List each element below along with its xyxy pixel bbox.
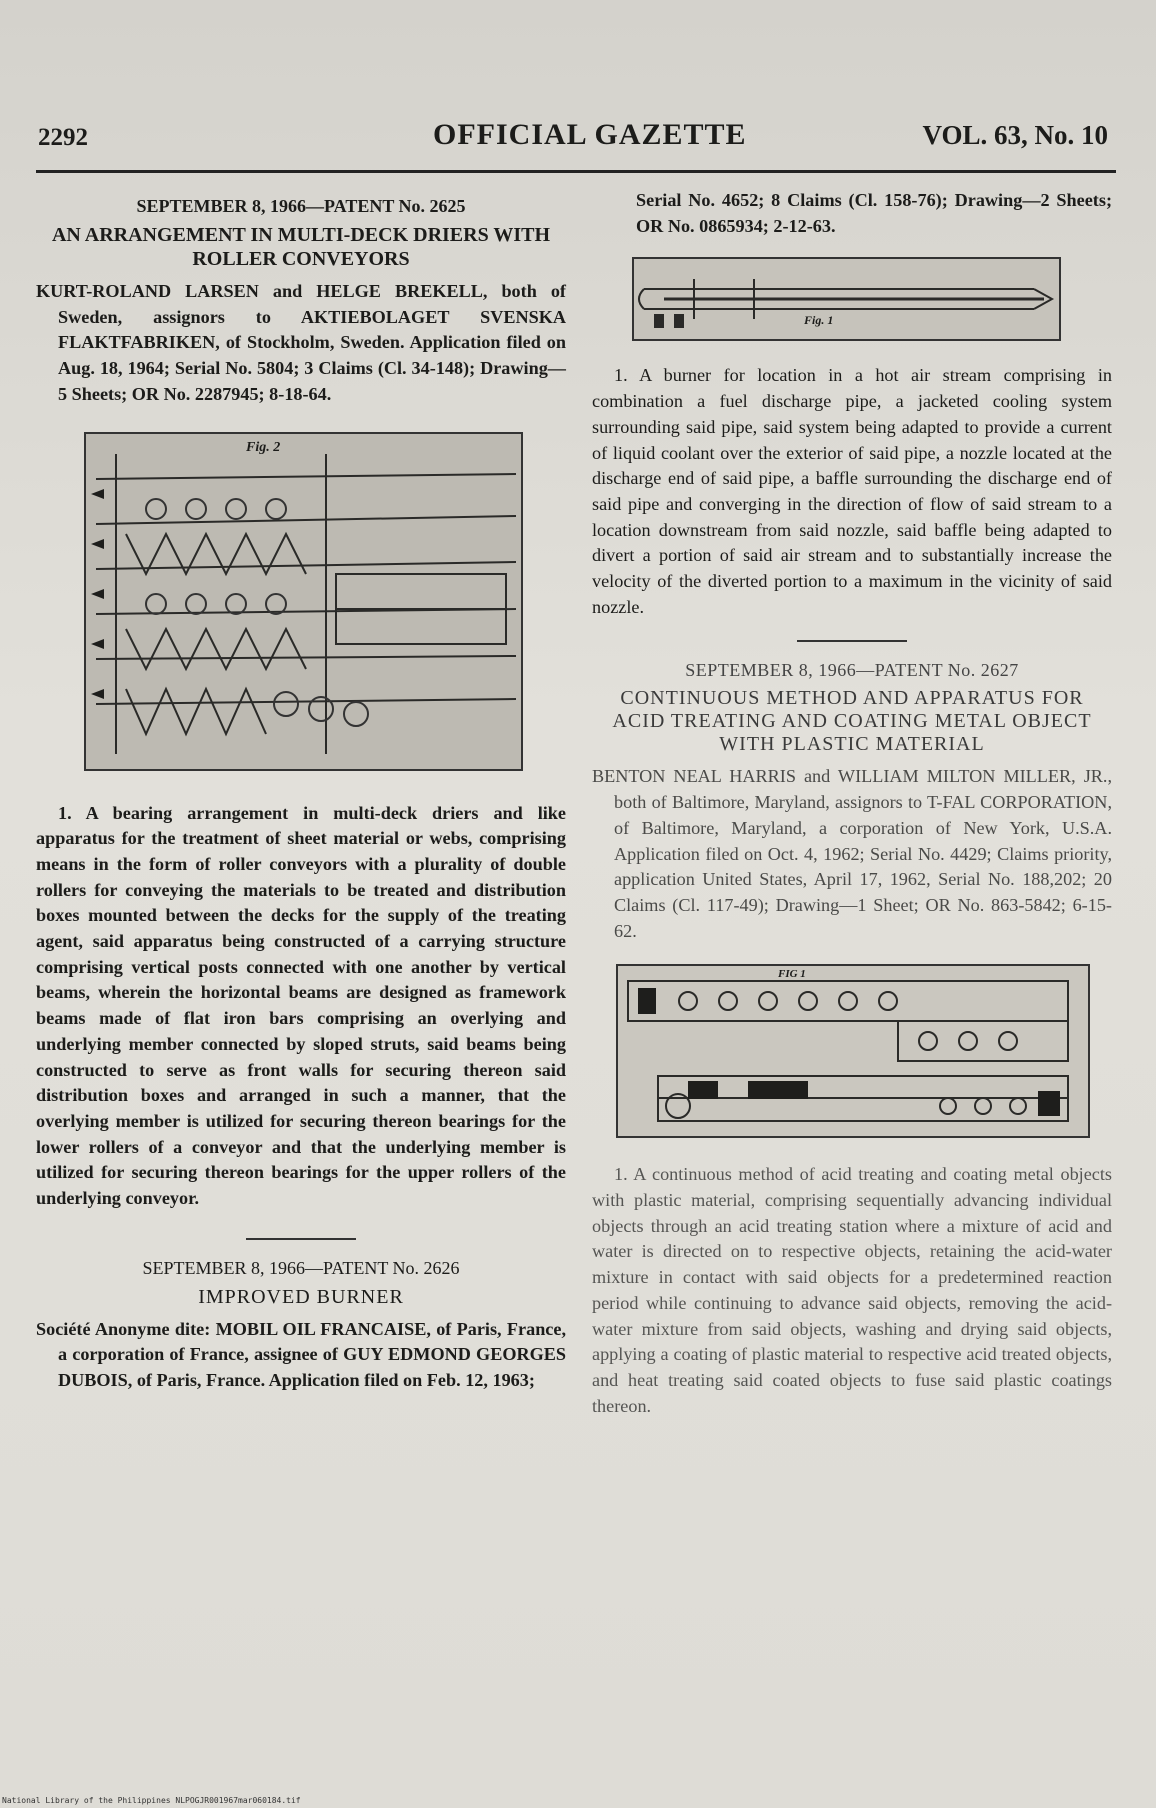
patent-2627-applicants: BENTON NEAL HARRIS and WILLIAM MILTON MILLER, JR., both of Baltimore, Maryland, assignors to T-FAL CORPORATION, of Baltimore, Maryland, a corporation of New York, U.S.A. Application filed on Oct. 4, 1962; Serial No. 4429; Claims priority, application United States, April 17, 1962, Serial No. 188,202; 20 Claims (Cl. 117-49); Drawing—1 Sheet; OR No. 863-5842; 6-15-62. bbox=[592, 766, 1112, 941]
drier-drawing bbox=[86, 434, 521, 769]
patent-2626-applicants-start: Société Anonyme dite: MOBIL OIL FRANCAISE, of Paris, France, a corporation of France, assignee of GUY EDMOND GEORGES DUBOIS, of Paris, France. Application filed on Feb. 12, 1963; bbox=[36, 1318, 566, 1391]
patent-2625-dateline: SEPTEMBER 8, 1966—PATENT No. 2625 bbox=[136, 196, 466, 216]
left-column bbox=[36, 188, 566, 1394]
coating-apparatus-drawing bbox=[618, 966, 1088, 1136]
patent-2627-dateline: SEPTEMBER 8, 1966—PATENT No. 2627 bbox=[685, 660, 1019, 681]
scan-footer: National Library of the Philippines NLPOGJR001967mar060184.tif bbox=[2, 1796, 301, 1805]
separator bbox=[797, 640, 907, 642]
patent-2625-applicants: KURT-ROLAND LARSEN and HELGE BREKELL, both of Sweden, assignors to AKTIEBOLAGET SVENSKA FLAKTFABRIKEN, of Stockholm, Sweden. Application filed on Aug. 18, 1964; Serial No. 5804; 3 Claims (Cl. 34-148); Drawing—5 Sheets; OR No. 2287945; 8-18-64. bbox=[36, 281, 566, 404]
patent-2627-title: CONTINUOUS METHOD AND APPARATUS FOR ACID TREATING AND COATING METAL OBJECT WITH PLASTIC MATERIAL bbox=[612, 687, 1092, 756]
publication-title: OFFICIAL GAZETTE bbox=[433, 118, 747, 151]
volume-number: VOL. 63, No. 10 bbox=[922, 120, 1108, 150]
burner-drawing bbox=[634, 259, 1059, 339]
patent-2625-figure-label: Fig. 2 bbox=[246, 439, 281, 455]
patent-2626-figure-label: Fig. 1 bbox=[804, 313, 834, 328]
patent-2626-figure bbox=[632, 257, 1061, 341]
patent-2625-title: AN ARRANGEMENT IN MULTI-DECK DRIERS WITH ROLLER CONVEYORS bbox=[51, 224, 551, 270]
patent-2625-figure bbox=[84, 432, 523, 771]
separator bbox=[246, 1238, 356, 1240]
right-column bbox=[592, 188, 1112, 1419]
patent-2626-dateline: SEPTEMBER 8, 1966—PATENT No. 2626 bbox=[142, 1257, 460, 1278]
patent-2626-applicants-cont: Serial No. 4652; 8 Claims (Cl. 158-76); Drawing—2 Sheets; OR No. 0865934; 2-12-63. bbox=[636, 190, 1112, 236]
patent-2627-figure bbox=[616, 964, 1090, 1138]
page-header bbox=[38, 118, 1108, 158]
patent-2625-claim: 1. A bearing arrangement in multi-deck driers and like apparatus for the treatment of sheet material or webs, comprising means in the form of roller conveyors with a plurality of double rollers for conveying the materials to be treated and distribution boxes mounted between the decks for the supply of the treating agent, said apparatus being constructed of a carrying structure comprising vertical posts connected with one another by vertical beams, wherein the horizontal beams are designed as framework beams made of flat iron bars comprising an overlying and underlying member connected by sloped struts, said beams being constructed to serve as front walls for securing thereon said distribution boxes and arranged in such a manner, that the overlying member is utilized for securing thereon bearings for the lower rollers of a conveyor and that the underlying member is utilized for securing thereon bearings for the upper rollers of the underlying conveyor. bbox=[36, 802, 566, 1209]
patent-2626-claim: 1. A burner for location in a hot air stream comprising in combination a fuel discharge pipe, a jacketed cooling system surrounding said pipe, said system being adapted to provide a current of liquid coolant over the exterior of said pipe, a nozzle located at the discharge end of said pipe, a baffle surrounding the discharge end of said pipe and converging in the direction of flow of said stream to a location downstream from said nozzle, said baffle being adapted to divert a portion of said air stream and to substantially increase the velocity of the diverted portion to a maximum in the vicinity of said nozzle. bbox=[592, 365, 1112, 617]
page-number: 2292 bbox=[38, 124, 88, 151]
header-rule bbox=[36, 170, 1116, 173]
patent-2627-claim: 1. A continuous method of acid treating and coating metal objects with plastic material, comprising sequentially advancing individual objects through an acid treating station where a mixture of acid and water is directed on to respective objects, retaining the acid-water mixture in contact with said objects for a predetermined reaction period while continuing to advance said objects, removing the acid-water mixture from said objects, washing and drying said objects, applying a coating of plastic material to respective acid treated objects, and heat treating said coated objects to fuse said plastic coatings thereon. bbox=[592, 1164, 1112, 1416]
patent-2626-title: IMPROVED BURNER bbox=[198, 1285, 404, 1308]
patent-2627-figure-label: FIG 1 bbox=[778, 968, 806, 981]
